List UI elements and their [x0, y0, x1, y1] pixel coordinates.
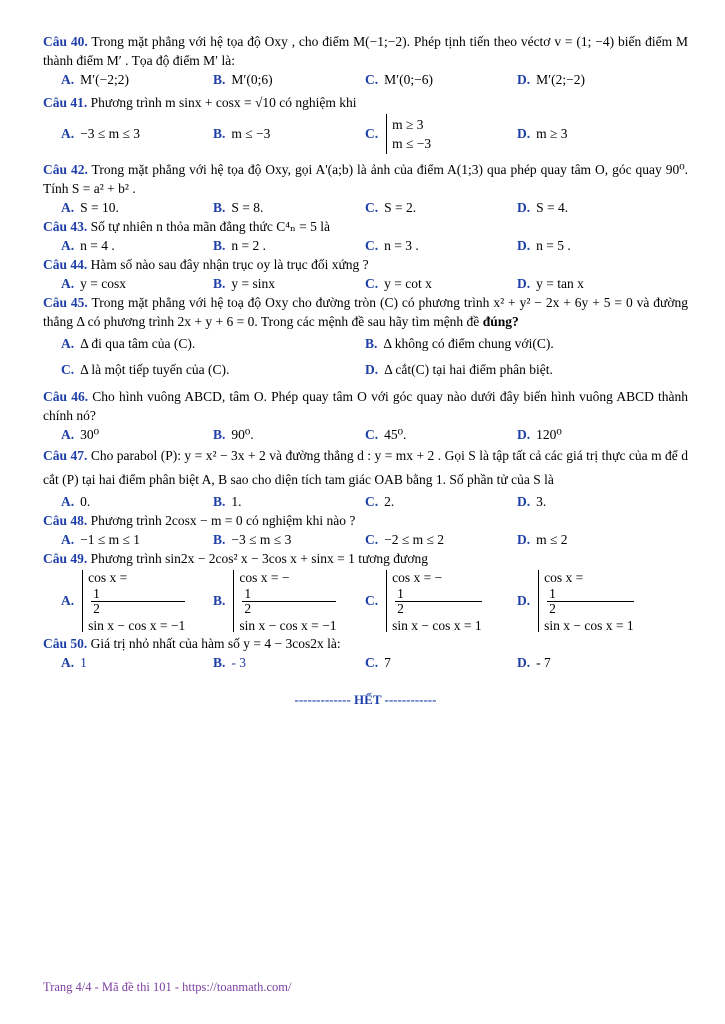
option-c: C. M′(0;−6)	[365, 71, 433, 87]
option-c: C. 45⁰.	[365, 426, 407, 442]
end-marker: ------------- HẾT ------------	[294, 692, 437, 707]
question-43	[43, 217, 688, 236]
options-40	[43, 70, 688, 89]
question-stem: Phương trình 2cosx − m = 0 có nghiệm khi nào ?	[90, 513, 356, 528]
option-b: B. n = 2 .	[213, 237, 267, 253]
option-a: A. −3 ≤ m ≤ 3	[61, 126, 141, 141]
question-stem: Cho parabol (P): y = x² − 3x + 2 và đường thẳng d : y = mx + 2 . Gọi S là tập tất cả các giá trị thực của m để d cắt (P) tại hai điểm phân biệt A, B sao cho diện tích tam giác OAB bằng 1. Số phần tử của S là	[43, 448, 689, 487]
option-b: B. −3 ≤ m ≤ 3	[213, 531, 292, 547]
option-b: B. 1.	[213, 493, 242, 509]
option-a: A. 1	[61, 654, 87, 670]
question-stem: Giá trị nhỏ nhất của hàm số y = 4 − 3cos2x là:	[90, 636, 341, 651]
question-stem: Phương trình m sinx + cosx = √10 có nghiệm khi	[90, 95, 357, 110]
question-42	[43, 160, 688, 198]
question-stem: Trong mặt phẳng với hệ toạ độ Oxy cho đường tròn (C) có phương trình x² + y² − 2x + 6y + 5 = 0 và đường thẳng Δ có phương trình 2x + y + 6 = 0. Trong các mệnh đề sau hãy tìm mệnh đề	[43, 295, 688, 329]
option-a: A. cos x = 1 2 sin x − cos x = −1	[61, 569, 186, 633]
question-44	[43, 255, 688, 274]
question-stem: Trong mặt phẳng với hệ tọa độ Oxy, gọi A'(a;b) là ảnh của điểm A(1;3) qua phép quay tâm O, góc quay 90⁰. Tính S = a² + b² .	[43, 162, 688, 196]
option-c: C. m ≥ 3 m ≤ −3	[347, 114, 499, 154]
question-number: Câu 50.	[43, 636, 88, 651]
question-48	[43, 511, 688, 530]
question-41	[43, 93, 688, 112]
question-number: Câu 40.	[43, 34, 88, 49]
question-stem: Hàm số nào sau đây nhận trục oy là trục đối xứng ?	[90, 257, 369, 272]
option-a: A. −1 ≤ m ≤ 1	[61, 531, 141, 547]
question-number: Câu 46.	[43, 389, 89, 404]
system-bracket: m ≥ 3 m ≤ −3	[386, 114, 431, 154]
option-d: D. - 7	[517, 654, 551, 670]
question-40	[43, 32, 688, 70]
option-a: A. S = 10.	[61, 199, 119, 215]
option-a: A. 30⁰	[61, 426, 100, 442]
question-stem: Trong mặt phẳng với hệ tọa độ Oxy , cho điểm M(−1;−2). Phép tịnh tiến theo véctơ v = (1; −4) biến điểm M thành điểm M′ . Tọa độ điểm M′ là:	[43, 34, 688, 68]
options-45-row2	[43, 357, 688, 383]
option-c: C. 7	[365, 654, 391, 670]
options-45-row1	[43, 331, 688, 357]
question-number: Câu 44.	[43, 257, 88, 272]
option-c: C. n = 3 .	[365, 237, 419, 253]
option-c: C. cos x = − 1 2 sin x − cos x = 1	[365, 569, 482, 633]
question-number: Câu 41.	[43, 95, 88, 110]
option-d: D. n = 5 .	[517, 237, 571, 253]
question-45	[43, 293, 688, 331]
question-stem: Phương trình sin2x − 2cos² x − 3cos x + sinx = 1 tương đương	[90, 551, 429, 566]
option-b: B. y = sinx	[213, 275, 276, 291]
question-number: Câu 48.	[43, 513, 88, 528]
question-47	[43, 444, 688, 492]
option-a: A. 0.	[61, 493, 91, 509]
system-bracket: cos x = 1 2 sin x − cos x = 1	[538, 570, 633, 632]
option-d: D. y = tan x	[517, 275, 584, 291]
system-bracket: cos x = − 1 2 sin x − cos x = −1	[233, 570, 336, 632]
option-c: C. −2 ≤ m ≤ 2	[365, 531, 445, 547]
option-c: C. Δ là một tiếp tuyến của (C).	[61, 362, 230, 377]
option-c: C. S = 2.	[365, 199, 417, 215]
options-44	[43, 274, 688, 293]
option-d: D. cos x = 1 2 sin x − cos x = 1	[517, 569, 634, 633]
option-c: C. y = cot x	[365, 275, 432, 291]
system-bracket: cos x = − 1 2 sin x − cos x = 1	[386, 570, 481, 632]
option-d: D. 3.	[517, 493, 547, 509]
option-b: B. - 3	[213, 654, 247, 670]
option-b: B. m ≤ −3	[213, 126, 271, 141]
option-d: D. S = 4.	[517, 199, 569, 215]
option-d: D. Δ cắt(C) tại hai điểm phân biệt.	[365, 362, 553, 377]
question-stem: Số tự nhiên n thỏa mãn đẳng thức C⁴ₙ = 5 là	[90, 219, 331, 234]
option-a: A. n = 4 .	[61, 237, 115, 253]
question-number: Câu 43.	[43, 219, 88, 234]
options-46	[43, 425, 688, 444]
options-47	[43, 492, 688, 511]
option-d: D. m ≤ 2	[517, 531, 568, 547]
options-50	[43, 653, 688, 672]
options-43	[43, 236, 688, 255]
question-number: Câu 47.	[43, 448, 88, 463]
question-50	[43, 634, 688, 653]
option-c: C. 2.	[365, 493, 395, 509]
option-b: B. S = 8.	[213, 199, 264, 215]
question-number: Câu 49.	[43, 551, 88, 566]
question-number: Câu 42.	[43, 162, 88, 177]
system-bracket: cos x = 1 2 sin x − cos x = −1	[82, 570, 185, 632]
question-49	[43, 549, 688, 568]
question-emphasis: đúng?	[482, 314, 519, 329]
option-b: B. cos x = − 1 2 sin x − cos x = −1	[213, 569, 337, 633]
option-a: A. M′(−2;2)	[61, 71, 129, 87]
question-number: Câu 45.	[43, 295, 88, 310]
options-41	[43, 112, 688, 156]
option-d: D. 120⁰	[517, 426, 562, 442]
options-48	[43, 530, 688, 549]
exam-page	[43, 32, 688, 708]
option-b: B. 90⁰.	[213, 426, 254, 442]
option-b: B. Δ không có điểm chung với(C).	[365, 336, 554, 351]
question-stem: Cho hình vuông ABCD, tâm O. Phép quay tâm O với góc quay nào dưới đây biến hình vuông ABCD thành chính nó?	[43, 389, 689, 423]
option-a: A. y = cosx	[61, 275, 126, 291]
option-b: B. M′(0;6)	[213, 71, 273, 87]
option-d: D. m ≥ 3	[517, 126, 568, 141]
options-42	[43, 198, 688, 217]
option-d: D. M′(2;−2)	[517, 71, 585, 87]
option-a: A. Δ đi qua tâm của (C).	[61, 336, 196, 351]
options-49	[43, 568, 688, 634]
question-46	[43, 387, 688, 425]
page-footer[interactable]: Trang 4/4 - Mã đề thi 101 - https://toanmath.com/	[43, 980, 292, 994]
